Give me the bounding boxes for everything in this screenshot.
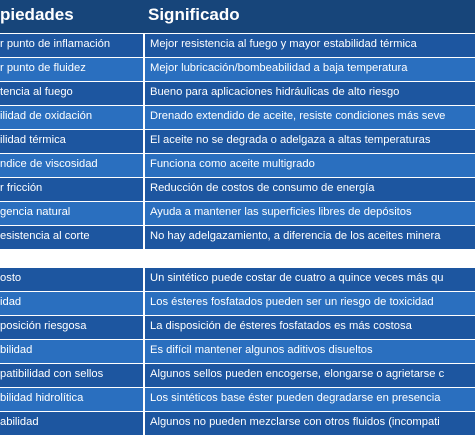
table-row: [0, 411, 475, 435]
disadvantages-rows: [0, 267, 475, 435]
meaning-text: Mejor lubricación/bombeabilidad a baja temperatura: [150, 62, 408, 74]
meaning-text: Los ésteres fosfatados pueden ser un riesgo de toxicidad: [150, 296, 434, 308]
property-label: patibilidad con sellos: [0, 368, 104, 380]
property-label: r fricción: [0, 182, 43, 194]
meaning-text: Ayuda a mantener las superficies libres de depósitos: [150, 206, 412, 218]
property-label: idad: [0, 296, 22, 308]
property-label: esistencia al corte: [0, 230, 90, 242]
meaning-text: Es difícil mantener algunos aditivos disueltos: [150, 344, 373, 356]
table-row: [0, 81, 475, 105]
property-label: ndice de viscosidad: [0, 158, 98, 170]
meaning-text: Los sintéticos base éster pueden degradarse en presencia: [150, 392, 441, 404]
meaning-text: Bueno para aplicaciones hidráulicas de alto riesgo: [150, 86, 400, 98]
property-label: r punto de inflamación: [0, 38, 111, 50]
property-label: gencia natural: [0, 206, 71, 218]
table-row: [0, 339, 475, 363]
advantages-rows: [0, 33, 475, 249]
table-row: [0, 105, 475, 129]
table-row: [0, 153, 475, 177]
meaning-text: Mejor resistencia al fuego y mayor estabilidad térmica: [150, 38, 417, 50]
table-row: [0, 291, 475, 315]
table-row: [0, 201, 475, 225]
property-label: bilidad: [0, 344, 33, 356]
property-label: osto: [0, 272, 22, 284]
header-properties: piedades: [0, 5, 74, 24]
meaning-text: Algunos no pueden mezclarse con otros fluidos (incompati: [150, 416, 440, 428]
property-label: bilidad hidrolítica: [0, 392, 84, 404]
table-row: [0, 177, 475, 201]
table-row: [0, 225, 475, 249]
meaning-text: Funciona como aceite multigrado: [150, 158, 315, 170]
table-row: [0, 267, 475, 291]
property-label: ilidad térmica: [0, 134, 66, 146]
property-label: tencia al fuego: [0, 86, 73, 98]
meaning-text: Algunos sellos pueden encogerse, elongarse o agrietarse c: [150, 368, 445, 380]
table-row: [0, 33, 475, 57]
table-row: [0, 315, 475, 339]
meaning-text: Un sintético puede costar de cuatro a quince veces más qu: [150, 272, 444, 284]
property-label: posición riesgosa: [0, 320, 87, 332]
table-row: [0, 129, 475, 153]
meaning-text: Reducción de costos de consumo de energía: [150, 182, 375, 194]
table-row: [0, 387, 475, 411]
property-label: abilidad: [0, 416, 39, 428]
meaning-text: La disposición de ésteres fosfatados es más costosa: [150, 320, 412, 332]
table-header: [0, 0, 475, 33]
property-label: ilidad de oxidación: [0, 110, 93, 122]
table-row: [0, 57, 475, 81]
property-label: r punto de fluidez: [0, 62, 86, 74]
table-row: [0, 363, 475, 387]
meaning-text: No hay adelgazamiento, a diferencia de los aceites minera: [150, 230, 441, 242]
meaning-text: Drenado extendido de aceite, resiste condiciones más seve: [150, 110, 446, 122]
header-meaning: Significado: [148, 5, 240, 24]
meaning-text: El aceite no se degrada o adelgaza a altas temperaturas: [150, 134, 431, 146]
